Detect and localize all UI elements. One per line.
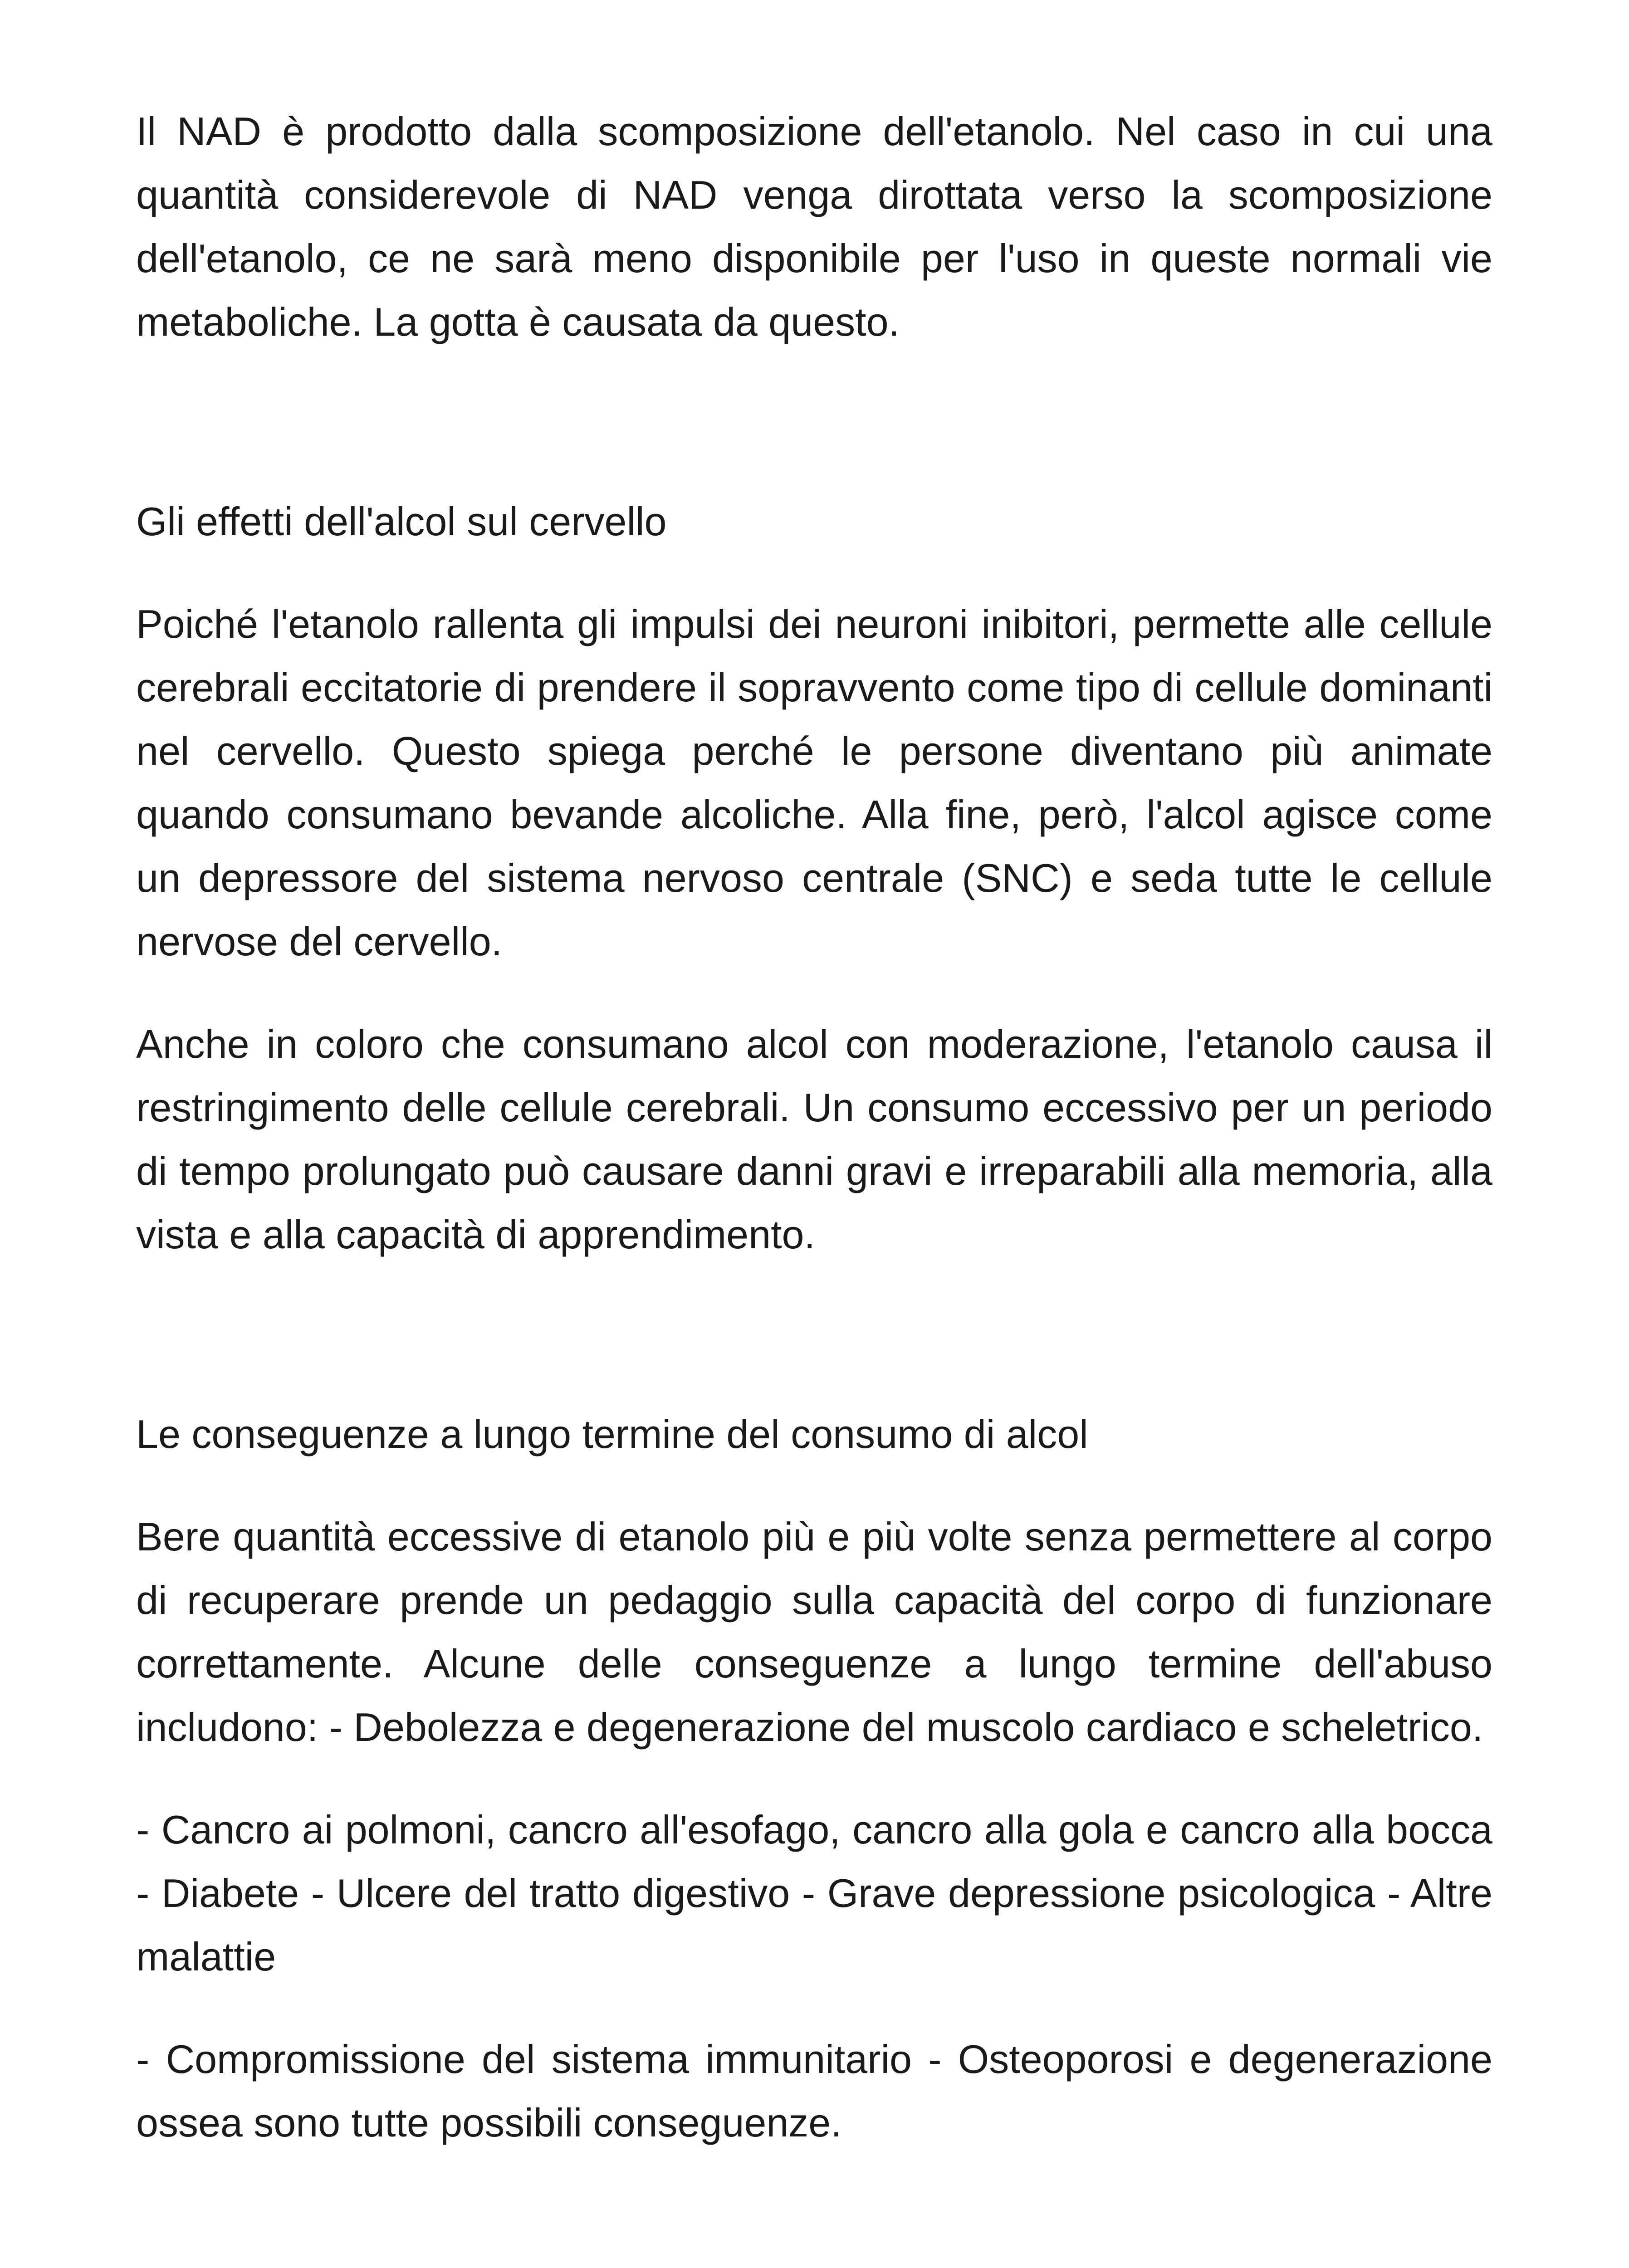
paragraph-diseases-list: - Cancro ai polmoni, cancro all'esofago, cancro alla gola e cancro alla bocca - Diabete - Ulcere del tratto digestivo - Grave depressione psicologica - Altre malattie <box>136 1807 1492 1979</box>
page-content <box>136 100 1492 2155</box>
paragraph-ethanol-neurons: Poiché l'etanolo rallenta gli impulsi dei neuroni inibitori, permette alle cellule cerebrali eccitatorie di prendere il sopravvento come tipo di cellule dominanti nel cervello. Questo spiega perché le persone diventano più animate quando consumano bevande alcoliche. Alla fine, però, l'alcol agisce come un depressore del sistema nervoso centrale (SNC) e seda tutte le cellule nervose del cervello. <box>136 601 1492 964</box>
paragraph-excessive-drinking: Bere quantità eccessive di etanolo più e più volte senza permettere al corpo di recuperare prende un pedaggio sulla capacità del corpo di funzionare correttamente. Alcune delle conseguenze a lungo termine dell'abuso includono: - Debolezza e degenerazione del muscolo cardiaco e scheletrico. <box>136 1514 1492 1750</box>
paragraph-nad: Il NAD è prodotto dalla scomposizione dell'etanolo. Nel caso in cui una quantità considerevole di NAD venga dirottata verso la scomposizione dell'etanolo, ce ne sarà meno disponibile per l'uso in queste normali vie metaboliche. La gotta è causata da questo. <box>136 109 1492 344</box>
paragraph-brain-cells: Anche in coloro che consumano alcol con moderazione, l'etanolo causa il restringimento delle cellule cerebrali. Un consumo eccessivo per un periodo di tempo prolungato può causare danni gravi e irreparabili alla memoria, alla vista e alla capacità di apprendimento. <box>136 1022 1492 1257</box>
section-heading-brain-effects: Gli effetti dell'alcol sul cervello <box>136 499 667 544</box>
paragraph-immune-system: - Compromissione del sistema immunitario - Osteoporosi e degenerazione ossea sono tutte possibili conseguenze. <box>136 2037 1492 2145</box>
section-heading-long-term: Le conseguenze a lungo termine del consumo di alcol <box>136 1412 1088 1457</box>
